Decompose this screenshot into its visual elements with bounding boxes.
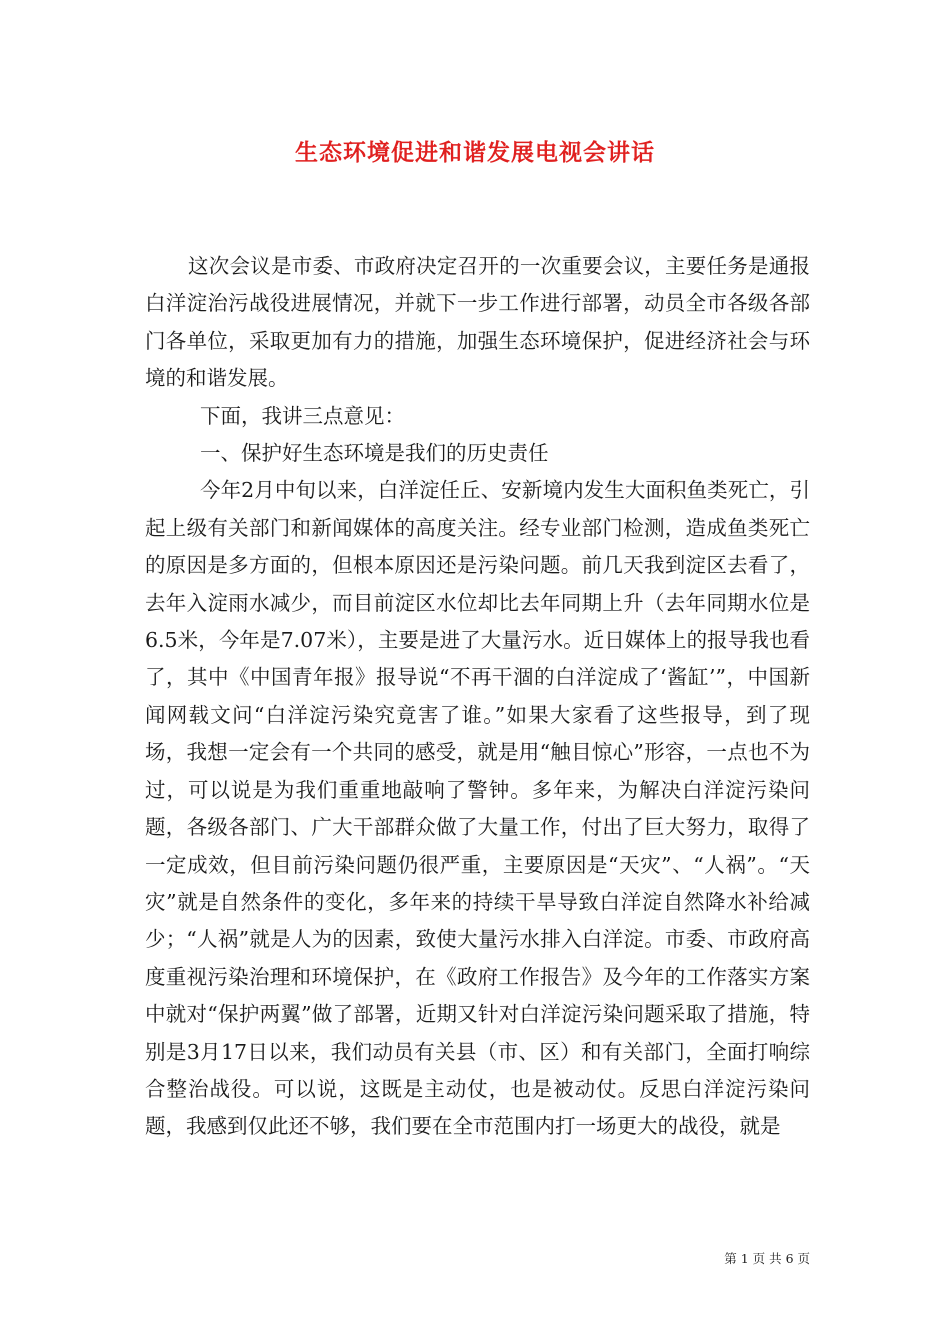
paragraph-intro: 这次会议是市委、市政府决定召开的一次重要会议，主要任务是通报白洋淀治污战役进展情况，并就下一步工作进行部署，动员全市各级各部门各单位，采取更加有力的措施，加强生态环境保护，促进经济社会与环境的和谐发展。 [145,254,810,391]
page-number: 第 1 页 共 6 页 [724,1251,810,1266]
document-title: 生态环境促进和谐发展电视会讲话 [295,139,655,166]
document-body [145,248,810,1146]
section-heading-1: 一、保护好生态环境是我们的历史责任 [200,441,549,466]
paragraph-section-1: 今年2月中旬以来，白洋淀任丘、安新境内发生大面积鱼类死亡，引起上级有关部门和新闻媒体的高度关注。经专业部门检测，造成鱼类死亡的原因是多方面的，但根本原因还是污染问题。前几天我到淀区去看了，去年入淀雨水减少，而目前淀区水位却比去年同期上升（去年同期水位是6.5米，今年是7.07米），主要是进了大量污水。近日媒体上的报导我也看了，其中《中国青年报》报导说“不再干涸的白洋淀成了‘酱缸’”，中国新闻网载文问“白洋淀污染究竟害了谁。”如果大家看了这些报导，到了现场，我想一定会有一个共同的感受，就是用“触目惊心”形容，一点也不为过，可以说是为我们重重地敲响了警钟。多年来，为解决白洋淀污染问题，各级各部门、广大干部群众做了大量工作，付出了巨大努力，取得了一定成效，但目前污染问题仍很严重，主要原因是“天灾”、“人祸”。“天灾”就是自然条件的变化，多年来的持续干旱导致白洋淀自然降水补给减少；“人祸”就是人为的因素，致使大量污水排入白洋淀。市委、市政府高度重视污染治理和环境保护，在《政府工作报告》及今年的工作落实方案中就对“保护两翼”做了部署，近期又针对白洋淀污染问题采取了措施，特别是3月17日以来，我们动员有关县（市、区）和有关部门，全面打响综合整治战役。可以说，这既是主动仗，也是被动仗。反思白洋淀污染问题，我感到仅此还不够，我们要在全市范围内打一场更大的战役，就是 [145,478,810,1139]
paragraph-outline: 下面，我讲三点意见： [200,403,405,428]
